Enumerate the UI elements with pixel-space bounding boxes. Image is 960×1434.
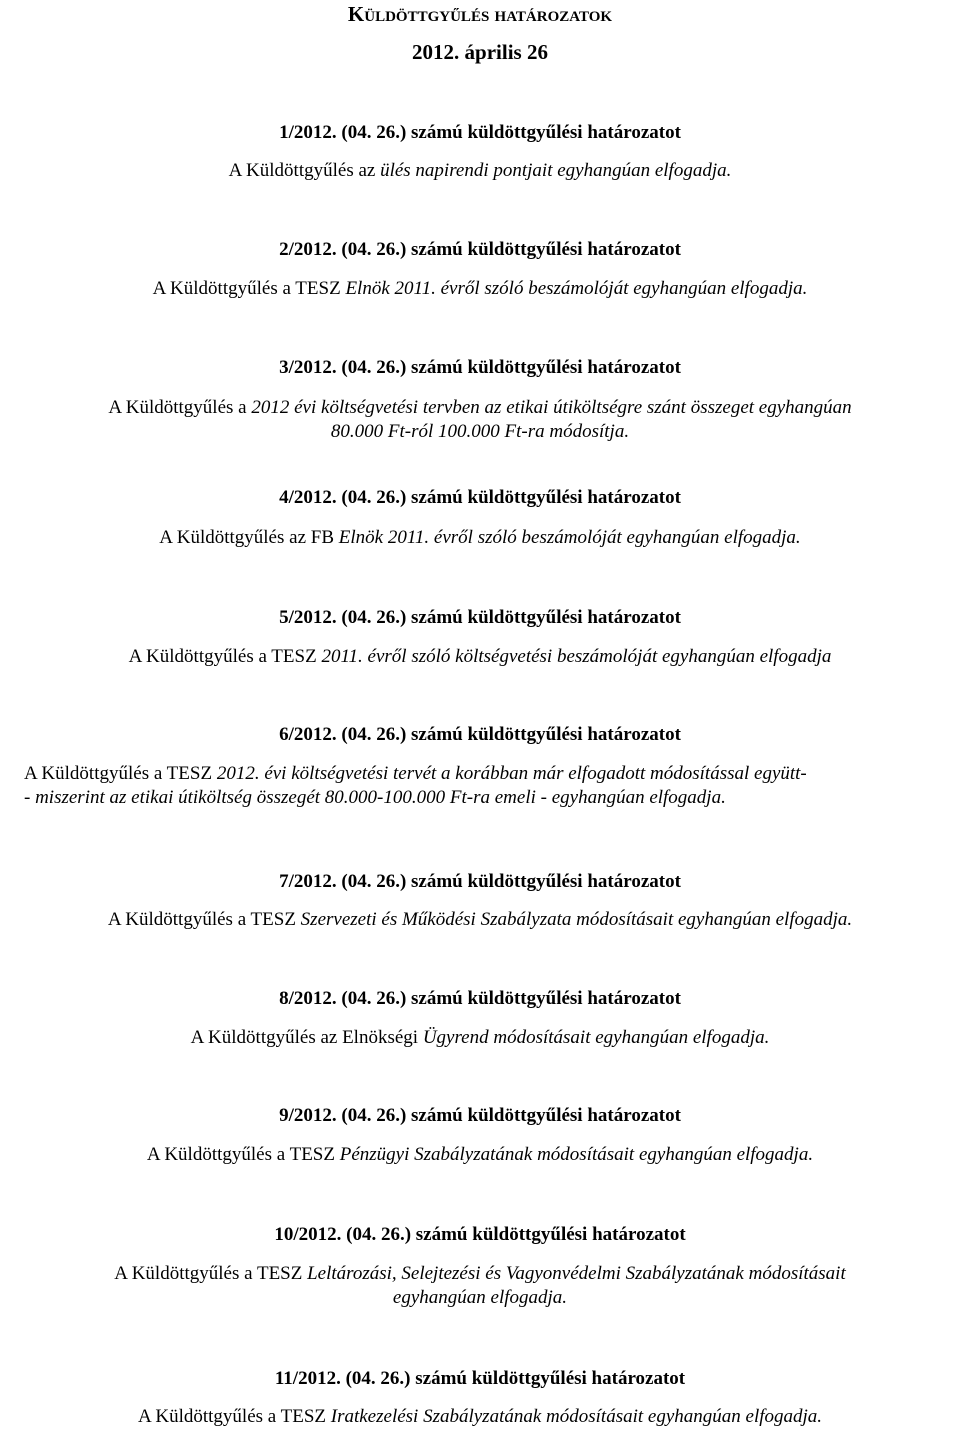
resolution-1-line-1: A Küldöttgyűlés az ülés napirendi pontjait egyhangúan elfogadja.: [228, 160, 732, 181]
resolution-4-body: [0, 526, 960, 550]
resolution-3-line-1: A Küldöttgyűlés a 2012 évi költségvetési tervben az etikai útiköltségre szánt összeget egyhangúan: [108, 397, 852, 418]
resolution-9-line-1: A Küldöttgyűlés a TESZ Pénzügyi Szabályzatának módosításait egyhangúan elfogadja.: [146, 1144, 814, 1165]
resolution-11-line-1: A Küldöttgyűlés a TESZ Iratkezelési Szabályzatának módosításait egyhangúan elfogadja.: [137, 1406, 823, 1427]
resolution-1-heading: 1/2012. (04. 26.) számú küldöttgyűlési határozatot: [279, 122, 681, 143]
resolution-6-line-1: A Küldöttgyűlés a TESZ 2012. évi költségvetési tervét a korábban már elfogadott módosítással együtt-: [24, 763, 807, 784]
resolution-10-line-1: A Küldöttgyűlés a TESZ Leltározási, Selejtezési és Vagyonvédelmi Szabályzatának módosításait: [114, 1263, 846, 1284]
resolution-9-heading: 9/2012. (04. 26.) számú küldöttgyűlési határozatot: [279, 1105, 681, 1126]
resolution-5-line-1: A Küldöttgyűlés a TESZ 2011. évről szóló költségvetési beszámolóját egyhangúan elfogadja: [128, 646, 832, 667]
resolution-4-line-1: A Küldöttgyűlés az FB Elnök 2011. évről szóló beszámolóját egyhangúan elfogadja.: [159, 527, 801, 548]
resolution-11-body: [0, 1405, 960, 1429]
resolution-3-line-2: 80.000 Ft-ról 100.000 Ft-ra módosítja.: [330, 421, 630, 442]
resolution-8-heading: 8/2012. (04. 26.) számú küldöttgyűlési határozatot: [279, 988, 681, 1009]
resolution-6-heading: 6/2012. (04. 26.) számú küldöttgyűlési határozatot: [279, 724, 681, 745]
resolution-5-body: [0, 645, 960, 669]
resolution-1-body: [0, 159, 960, 183]
resolution-11-heading: 11/2012. (04. 26.) számú küldöttgyűlési határozatot: [274, 1368, 686, 1389]
resolution-8-body: [0, 1026, 960, 1050]
resolution-7-heading: 7/2012. (04. 26.) számú küldöttgyűlési határozatot: [279, 871, 681, 892]
resolution-10-line-2: egyhangúan elfogadja.: [392, 1287, 568, 1308]
resolution-2-heading: 2/2012. (04. 26.) számú küldöttgyűlési határozatot: [279, 239, 681, 260]
resolution-10-body: [0, 1262, 960, 1310]
resolution-3-body: [0, 396, 960, 444]
resolution-2-line-1: A Küldöttgyűlés a TESZ Elnök 2011. évről szóló beszámolóját egyhangúan elfogadja.: [152, 278, 808, 299]
resolution-9-body: [0, 1143, 960, 1167]
resolution-3-heading: 3/2012. (04. 26.) számú küldöttgyűlési határozatot: [279, 357, 681, 378]
document-date-text: 2012. április 26: [412, 40, 548, 64]
document-date: [0, 40, 960, 64]
resolution-10-heading: 10/2012. (04. 26.) számú küldöttgyűlési határozatot: [274, 1224, 686, 1245]
resolution-8-line-1: A Küldöttgyűlés az Elnökségi Ügyrend módosításait egyhangúan elfogadja.: [190, 1027, 770, 1048]
resolution-7-line-1: A Küldöttgyűlés a TESZ Szervezeti és Működési Szabályzata módosításait egyhangúan elfogadja.: [107, 909, 853, 930]
resolution-6-body: [0, 762, 960, 810]
document-title-text: Küldöttgyűlés határozatok: [347, 2, 613, 26]
resolution-2-body: [0, 277, 960, 301]
resolution-5-heading: 5/2012. (04. 26.) számú küldöttgyűlési határozatot: [279, 607, 681, 628]
resolution-4-heading: 4/2012. (04. 26.) számú küldöttgyűlési határozatot: [279, 487, 681, 508]
resolution-6-line-2: - miszerint az etikai útiköltség összegét 80.000-100.000 Ft-ra emeli - egyhangúan elfogadja.: [24, 787, 726, 808]
resolution-7-body: [0, 908, 960, 932]
document-title: [0, 2, 960, 26]
